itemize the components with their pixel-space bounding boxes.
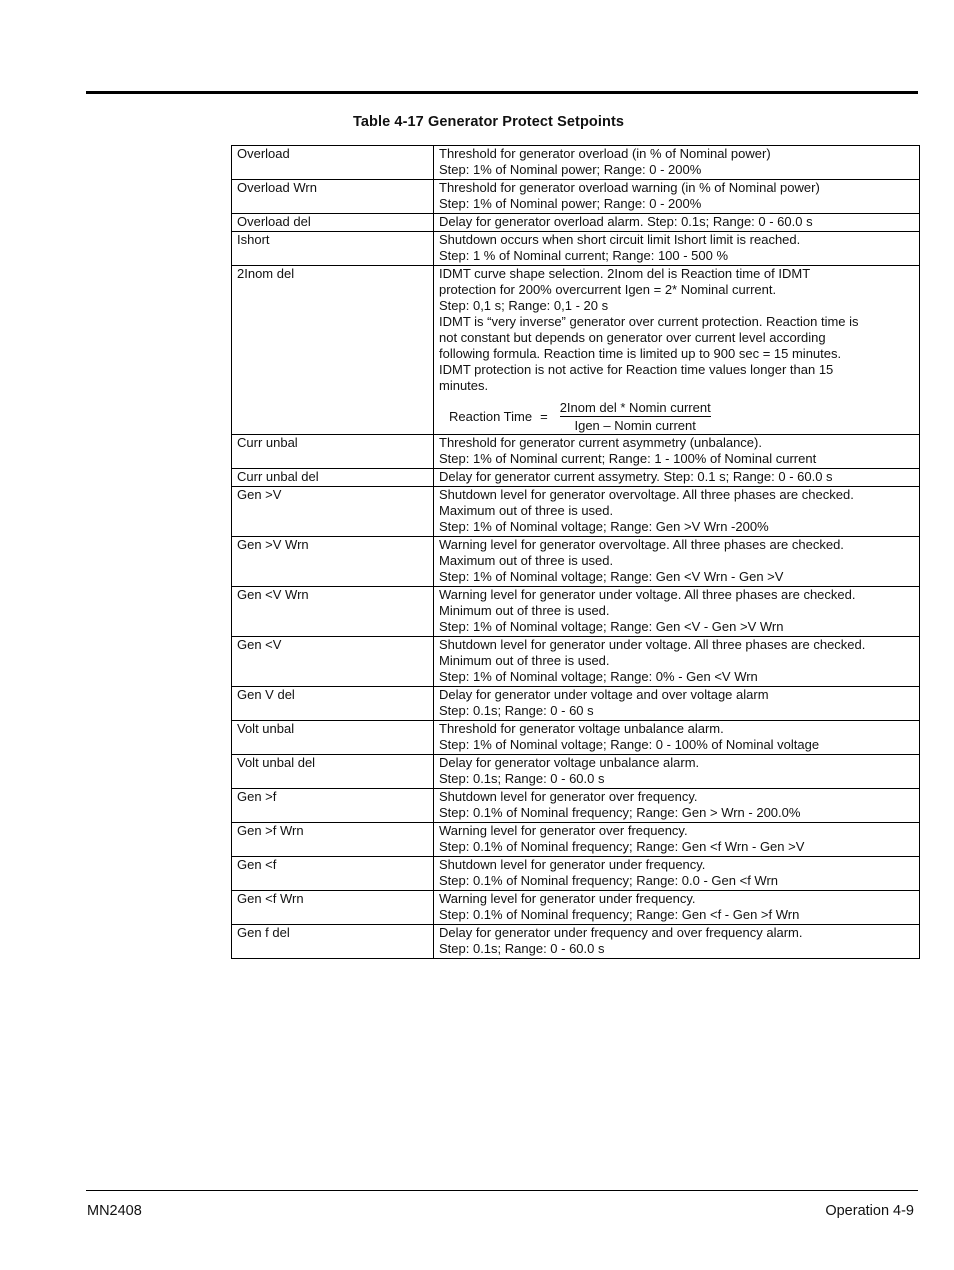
description-line: Warning level for generator over frequency.	[439, 823, 688, 838]
description-line: Step: 1 % of Nominal current; Range: 100 - 500 %	[439, 248, 729, 263]
setpoint-name: Gen >V Wrn	[232, 537, 434, 587]
description-line: Threshold for generator voltage unbalance alarm.	[439, 721, 724, 736]
setpoint-description	[434, 435, 920, 469]
description-line: Step: 0.1s; Range: 0 - 60 s	[439, 703, 594, 718]
table-row	[232, 180, 920, 214]
setpoint-name: Gen >f Wrn	[232, 823, 434, 857]
setpoint-description	[434, 180, 920, 214]
description-line: Delay for generator under voltage and over voltage alarm	[439, 687, 769, 702]
description-line: Delay for generator voltage unbalance alarm.	[439, 755, 700, 770]
table-row	[232, 857, 920, 891]
description-line: Step: 0.1s; Range: 0 - 60.0 s	[439, 771, 605, 786]
description-line: Shutdown level for generator under frequency.	[439, 857, 706, 872]
setpoint-name: 2Inom del	[232, 266, 434, 435]
setpoint-name: Overload del	[232, 214, 434, 232]
setpoint-description	[434, 232, 920, 266]
description-line: Step: 1% of Nominal power; Range: 0 - 200%	[439, 162, 702, 177]
setpoint-name: Volt unbal	[232, 721, 434, 755]
description-line: Shutdown occurs when short circuit limit Ishort limit is reached.	[439, 232, 801, 247]
setpoint-name: Curr unbal del	[232, 469, 434, 487]
formula-denominator: Igen – Nomin current	[574, 418, 696, 433]
description-line: Step: 0.1s; Range: 0 - 60.0 s	[439, 941, 605, 956]
setpoint-name: Overload Wrn	[232, 180, 434, 214]
table-row	[232, 687, 920, 721]
description-line: Step: 1% of Nominal current; Range: 1 - 100% of Nominal current	[439, 451, 817, 466]
description-line: Threshold for generator overload warning (in % of Nominal power)	[439, 180, 820, 195]
setpoint-name: Ishort	[232, 232, 434, 266]
table-row	[232, 435, 920, 469]
table-row	[232, 637, 920, 687]
setpoint-name: Overload	[232, 146, 434, 180]
reaction-time-formula	[439, 394, 916, 433]
setpoint-description	[434, 687, 920, 721]
setpoint-description	[434, 214, 920, 232]
setpoint-description	[434, 925, 920, 959]
table-row	[232, 232, 920, 266]
description-line: Threshold for generator overload (in % of Nominal power)	[439, 146, 771, 161]
setpoint-name: Gen <V	[232, 637, 434, 687]
description-line: Step: 1% of Nominal voltage; Range: Gen >V Wrn -200%	[439, 519, 769, 534]
table-row	[232, 146, 920, 180]
footer-rule	[86, 1190, 918, 1191]
description-line: Minimum out of three is used.	[439, 603, 610, 618]
setpoint-name: Gen >f	[232, 789, 434, 823]
setpoint-name: Gen <f Wrn	[232, 891, 434, 925]
setpoint-description	[434, 487, 920, 537]
setpoint-description	[434, 823, 920, 857]
setpoint-description	[434, 721, 920, 755]
description-line: not constant but depends on generator over current level according	[439, 330, 826, 345]
description-line: IDMT protection is not active for Reaction time values longer than 15	[439, 362, 834, 377]
table-row	[232, 721, 920, 755]
description-line: Minimum out of three is used.	[439, 653, 610, 668]
table-row	[232, 823, 920, 857]
description-line: Maximum out of three is used.	[439, 553, 614, 568]
description-line: Step: 1% of Nominal voltage; Range: Gen <V - Gen >V Wrn	[439, 619, 784, 634]
description-line: Maximum out of three is used.	[439, 503, 614, 518]
description-line: Step: 0,1 s; Range: 0,1 - 20 s	[439, 298, 609, 313]
description-line: Step: 0.1% of Nominal frequency; Range: Gen > Wrn - 200.0%	[439, 805, 801, 820]
setpoint-description	[434, 755, 920, 789]
setpoint-description	[434, 789, 920, 823]
description-line: Shutdown level for generator over frequency.	[439, 789, 698, 804]
setpoint-description	[434, 587, 920, 637]
formula-numerator: 2Inom del * Nomin current	[559, 400, 711, 415]
setpoint-description	[434, 857, 920, 891]
description-line: Step: 1% of Nominal voltage; Range: 0% - Gen <V Wrn	[439, 669, 758, 684]
setpoint-description	[434, 537, 920, 587]
setpoint-description	[434, 891, 920, 925]
description-line: Warning level for generator overvoltage. All three phases are checked.	[439, 537, 844, 552]
description-line: Step: 1% of Nominal power; Range: 0 - 200%	[439, 196, 702, 211]
setpoint-name: Gen >V	[232, 487, 434, 537]
description-line: Threshold for generator current asymmetry (unbalance).	[439, 435, 762, 450]
formula-label: Reaction Time	[449, 408, 533, 424]
table-row	[232, 469, 920, 487]
setpoint-name: Gen <V Wrn	[232, 587, 434, 637]
formula-fraction	[560, 400, 711, 433]
description-line: Shutdown level for generator under voltage. All three phases are checked.	[439, 637, 866, 652]
setpoint-description	[434, 637, 920, 687]
description-line: Step: 1% of Nominal voltage; Range: 0 - 100% of Nominal voltage	[439, 737, 820, 752]
table-row	[232, 925, 920, 959]
description-line: Step: 1% of Nominal voltage; Range: Gen <V Wrn - Gen >V	[439, 569, 784, 584]
footer-doc-number: MN2408	[87, 1203, 142, 1219]
setpoints-table-body	[232, 146, 920, 959]
setpoints-table	[231, 145, 920, 959]
description-line: Shutdown level for generator overvoltage. All three phases are checked.	[439, 487, 854, 502]
description-line: minutes.	[439, 378, 489, 393]
table-row	[232, 587, 920, 637]
table-row	[232, 537, 920, 587]
table-row	[232, 789, 920, 823]
description-line: Warning level for generator under frequency.	[439, 891, 696, 906]
table-row	[232, 487, 920, 537]
description-line: Delay for generator current assymetry. Step: 0.1 s; Range: 0 - 60.0 s	[439, 469, 833, 484]
setpoint-name: Gen V del	[232, 687, 434, 721]
table-row	[232, 266, 920, 435]
description-line: following formula. Reaction time is limited up to 900 sec = 15 minutes.	[439, 346, 842, 361]
setpoint-name: Gen <f	[232, 857, 434, 891]
setpoint-description	[434, 469, 920, 487]
description-line: Step: 0.1% of Nominal frequency; Range: Gen <f Wrn - Gen >V	[439, 839, 805, 854]
table-row	[232, 891, 920, 925]
setpoint-name: Volt unbal del	[232, 755, 434, 789]
description-line: Delay for generator under frequency and over frequency alarm.	[439, 925, 803, 940]
setpoint-description	[434, 146, 920, 180]
setpoint-name: Curr unbal	[232, 435, 434, 469]
table-row	[232, 755, 920, 789]
footer-page-number: Operation 4-9	[825, 1203, 914, 1219]
formula-equals: =	[540, 408, 548, 424]
description-line: IDMT curve shape selection. 2Inom del is Reaction time of IDMT	[439, 266, 811, 281]
description-line: protection for 200% overcurrent Igen = 2* Nominal current.	[439, 282, 777, 297]
description-line: IDMT is “very inverse” generator over current protection. Reaction time is	[439, 314, 859, 329]
description-line: Step: 0.1% of Nominal frequency; Range: Gen <f - Gen >f Wrn	[439, 907, 800, 922]
setpoint-description	[434, 266, 920, 435]
header-rule	[86, 91, 918, 94]
description-line: Delay for generator overload alarm. Step: 0.1s; Range: 0 - 60.0 s	[439, 214, 813, 229]
description-line: Step: 0.1% of Nominal frequency; Range: 0.0 - Gen <f Wrn	[439, 873, 779, 888]
table-title: Table 4-17 Generator Protect Setpoints	[353, 114, 625, 130]
description-line: Warning level for generator under voltage. All three phases are checked.	[439, 587, 856, 602]
table-row	[232, 214, 920, 232]
setpoint-name: Gen f del	[232, 925, 434, 959]
